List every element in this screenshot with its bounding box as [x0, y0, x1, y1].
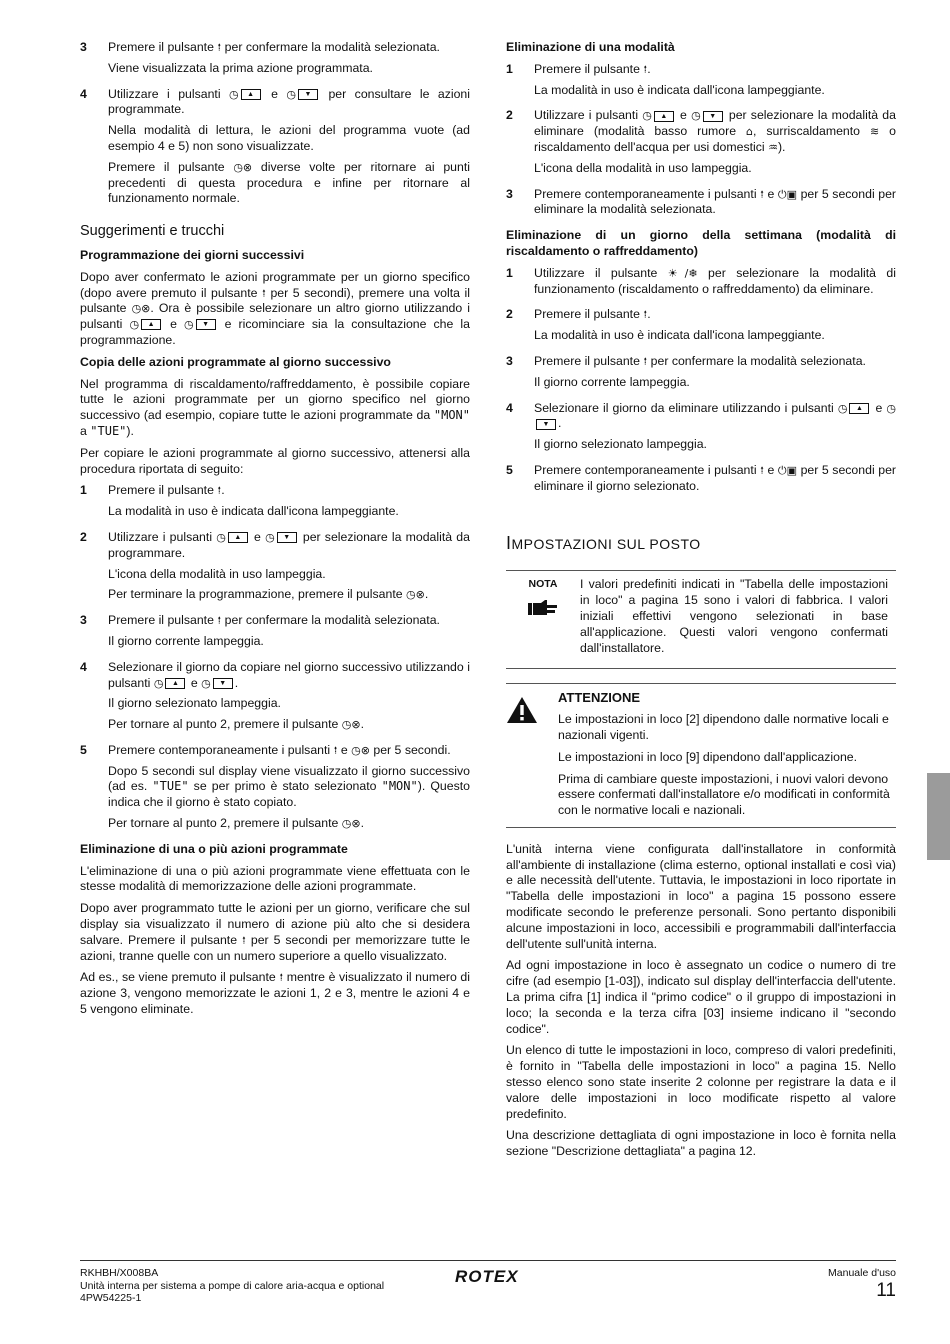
back-button-icon: ◷⊗: [406, 588, 425, 602]
up-arrow-icon: ▲: [654, 111, 674, 122]
clock-icon: ◷: [286, 87, 296, 101]
confirm-button-icon: ⭫: [760, 463, 764, 477]
page-number: 11: [876, 1279, 896, 1301]
confirm-button-icon: ⭫: [279, 971, 284, 985]
clock-icon: ◷: [642, 109, 652, 123]
list-item: 2 Premere il pulsante ⭫. La modalità in uso è indicata dall'icona lampeggiante.: [506, 307, 825, 343]
on-off-icon: ⏻▣: [777, 187, 798, 201]
chapter-tab: [927, 773, 950, 860]
down-arrow-icon: ▼: [703, 111, 723, 122]
note-box: NOTA I valori predefiniti indicati in "Tabella delle impostazioni in loco" a pagina 15 sono i valori di fabbrica. I valori iniziali effettivi vengono selezionati in base all'applicazione. Questi valori vengono confermati dall'installatore.: [506, 570, 896, 669]
subsection-heading: Eliminazione di un giorno della settimana (modalità di riscaldamento o raffreddamento): [506, 228, 896, 258]
down-arrow-icon: ▼: [196, 319, 216, 330]
back-button-icon: ◷⊗: [351, 743, 370, 757]
list-item: 5 Premere contemporaneamente i pulsanti ⭫ e ◷⊗ per 5 secondi. Dopo 5 secondi sul display viene visualizzato il giorno successivo (ad es. "TUE" se per primo è stato selezionato "MON"). Questo indica che il giorno è stato copiato. Per tornare al punto 2, premere il pulsante ◷⊗.: [80, 742, 470, 831]
subsection-heading: Eliminazione di una modalità: [506, 40, 675, 54]
down-arrow-icon: ▼: [298, 89, 318, 100]
down-arrow-icon: ▼: [213, 678, 233, 689]
confirm-button-icon: ⭫: [760, 187, 764, 201]
confirm-button-icon: ⭫: [217, 41, 222, 54]
confirm-button-icon: ⭫: [643, 308, 648, 322]
subsection-heading: Copia delle azioni programmate al giorno successivo: [80, 354, 391, 369]
list-item: 1 Premere il pulsante ⭫. La modalità in uso è indicata dall'icona lampeggiante.: [506, 61, 825, 97]
dhw-icon: ♒: [768, 140, 778, 154]
rotex-logo: ROTEX: [455, 1267, 519, 1286]
left-column: 3 Premere il pulsante ⭫ per confermare la modalità selezionata. Viene visualizzata la prima azione programmata. 4 Utilizzare i pulsanti ◷ ▲ e ◷ ▼ per consultare le azioni programmate. Nella modalità di lettura, le azioni del programma vuote (ad esempio 4 e 5) non sono visualizzate. Premere il pulsante ◷⊗ diverse volte per ritornare ai punti precedenti di questa procedura e infine per ritornare al funzionamento normale. Suggerimenti e trucchi Programmazione dei giorni successivi Dopo aver confermato le azioni programmate per un giorno specifico (dopo avere premuto il pulsante ⭫ per 5 secondi), premere una volta il pulsante ◷⊗. Ora è possibile selezionare un altro giorno utilizzando i pulsanti ◷ ▲ e ◷ ▼ e ricominciare sia la consultazione che la programmazione. Copia delle azioni programmate al giorno successivo Nel programma di riscaldamento/raffreddamento, è possibile copiare tutte le azioni programmate per un giorno specifico nel giorno successivo (ad esempio, copiare tutte le azioni programmate da "MON" a "TUE"). Per copiare le azioni programmate al giorno successivo, attenersi alla procedura riportata di seguito: 1 Premere il pulsante ⭫. La modalità in uso è indicata dall'icona lampeggiante. 2 Utilizzare i pulsanti ◷ ▲ e ◷ ▼ per selezionare la modalità da programmare. L'icona della modalità in uso lampeggia. Per terminare la programmazione, premere il pulsante ◷⊗. 3 Premere il pulsante ⭫ per confermare la modalità selezionata. Il giorno corrente lampeggia. 4 Selezionare il giorno da copiare nel giorno successivo utilizzando i pulsanti ◷ ▲ e ◷ ▼ . Il giorno selezionato lampeggia. Per tornare al punto 2, premere il pulsante ◷⊗. 5 Premere contemporaneamente i pulsanti ⭫ e ◷⊗ per 5 secondi. Dopo 5 secondi sul display viene visualizzato il giorno successivo (ad es. "TUE" se per primo è stato selezionato "MON"). Questo indica che il giorno è stato copiato. Per tornare al punto 2, premere il pulsante ◷⊗. Eliminazione di una o più azioni programmate L'eliminazione di una o più azioni programmate viene effettuata con le stesse modalità di memorizzazione delle azioni programmate. Dopo aver programmato tutte le azioni per un giorno, verificare che sul display sia visualizzato il numero di azione più alto che si desidera salvare. Premere il pulsante ⭫ per 5 secondi per memorizzare tutte le azioni, tranne quelle con un numero superiore a quello visualizzato. Ad es., se viene premuto il pulsante ⭫ mentre è visualizzato il numero di azione 3, vengono memorizzate le azioni 1, 2 e 3, mentre le azioni 4 e 5 vengono eliminate.: [80, 40, 471, 1017]
clock-icon: ◷: [129, 318, 140, 332]
up-arrow-icon: ▲: [141, 319, 161, 330]
list-item: 1 Premere il pulsante ⭫. La modalità in uso è indicata dall'icona lampeggiante.: [80, 483, 399, 519]
list-item: 3 Premere il pulsante ⭫ per confermare la modalità selezionata. Il giorno corrente lampeggia.: [80, 613, 440, 648]
clock-icon: ◷: [216, 530, 226, 544]
warning-triangle-icon: [506, 696, 538, 724]
confirm-button-icon: ⭫: [643, 62, 648, 76]
heat-cool-icon: ☀/❄: [667, 266, 698, 280]
back-button-icon: ◷⊗: [131, 302, 151, 316]
on-off-icon: ⏻▣: [777, 463, 798, 477]
confirm-button-icon: ⭫: [262, 286, 266, 300]
back-button-icon: ◷⊗: [341, 718, 361, 732]
subsection-heading: Programmazione dei giorni successivi: [80, 247, 305, 262]
clock-icon: ◷: [153, 676, 164, 690]
confirm-button-icon: ⭫: [643, 354, 648, 368]
clock-icon: ◷: [265, 530, 275, 544]
pointing-hand-icon: [526, 597, 560, 617]
list-item: 3 Premere contemporaneamente i pulsanti ⭫ e ⏻▣ per 5 secondi per eliminare la modalità selezionata.: [506, 186, 896, 217]
back-button-icon: ◷⊗: [341, 817, 361, 831]
down-arrow-icon: ▼: [277, 532, 297, 543]
page-footer: RKHBH/X008BA Unità interna per sistema a pompe di calore aria-acqua e optional 4PW54225-1 ROTEX Manuale d'uso 11: [80, 1260, 896, 1267]
clock-icon: ◷: [691, 109, 701, 123]
list-item: 3 Premere il pulsante ⭫ per confermare la modalità selezionata. Viene visualizzata la prima azione programmata.: [80, 40, 440, 75]
list-item: 2 Utilizzare i pulsanti ◷ ▲ e ◷ ▼ per selezionare la modalità da eliminare (modalità basso rumore ⌂, surriscaldamento ≋ o riscaldamento dell'acqua per usi domestici ♒). L'icona della modalità in uso lampeggia.: [506, 108, 896, 175]
up-arrow-icon: ▲: [228, 532, 248, 543]
clock-icon: ◷: [886, 401, 896, 415]
list-item: 4 Utilizzare i pulsanti ◷ ▲ e ◷ ▼ per consultare le azioni programmate. Nella modalità di lettura, le azioni del programma vuote (ad esempio 4 e 5) non sono visualizzate. Premere il pulsante ◷⊗ diverse volte per ritornare ai punti precedenti di questa procedura e infine per ritornare al funzionamento normale.: [80, 86, 470, 206]
right-column: Eliminazione di una modalità 1 Premere il pulsante ⭫. La modalità in uso è indicata dall'icona lampeggiante. 2 Utilizzare i pulsanti ◷ ▲ e ◷ ▼ per selezionare la modalità da eliminare (modalità basso rumore ⌂, surriscaldamento ≋ o riscaldamento dell'acqua per usi domestici ♒). L'icona della modalità in uso lampeggia. 3 Premere contemporaneamente i pulsanti ⭫ e ⏻▣ per 5 secondi per eliminare la modalità selezionata. Eliminazione di un giorno della settimana (modalità di riscaldamento o raffreddamento) 1 Utilizzare il pulsante ☀/❄ per selezionare la modalità di funzionamento (riscaldamento o raffreddamento) da eliminare. 2 Premere il pulsante ⭫. La modalità in uso è indicata dall'icona lampeggiante. 3 Premere il pulsante ⭫ per confermare la modalità selezionata. Il giorno corrente lampeggia. 4 Selezionare il giorno da eliminare utilizzando i pulsanti ◷ ▲ e ◷▼ . Il giorno selezionato lampeggia. 5 Premere contemporaneamente i pulsanti ⭫ e ⏻▣ per 5 secondi per eliminare il giorno selezionato. IMPOSTAZIONI SUL POSTO NOTA I valori predefiniti indicati in "Tabella delle impostazioni in loco" a pagina 15 sono i valori di fabbrica. I valori iniziali effettivi vengono selezionati in base all'applicazione. Questi valori vengono confermati dall'installatore. ATTENZIONE Le impostazioni in loco [2] dipendono dalle normative locali e nazionali vigenti. Le impostazioni in loco [9] dipendono dall'applicazione. Prima di cambiare queste impostazioni, i nuovi valori devono essere confermati dall'installatore e/o modificati in conformità con le normative locali e nazionali. L'unità interna viene configurata dall'installatore in conformità all'ambiente di installazione (clima esterno, optional installati e così via) e alle necessità dell'utente. Tuttavia, le impostazioni in loco riportate in "Tabella delle impostazioni in loco" a pagina 15 possono essere modificate secondo le preferenze personali. Sono pertanto disponibili alcune impostazioni in loco, accessibili e programmabili dall'interfaccia dell'utente sull'unità interna. Ad ogni impostazione in loco è assegnato un codice o numero di tre cifre (ad esempio [1-03]), indicato sul display dell'interfaccia dell'utente. La prima cifra [1] indica il "primo codice" o il gruppo di impostazioni in loco; la seconda e la terza cifra [03] insieme indicano il "secondo codice". Un elenco di tutte le impostazioni in loco, compreso di valori predefiniti, è fornito in "Tabella delle impostazioni in loco" a pagina 15. Nello stesso elenco sono state inserite 2 colonne per registrare la data e il valore delle impostazioni in loco modificate rispetto al valore predefinito. Una descrizione dettagliata di ogni impostazione in loco è fornita nella sezione "Descrizione dettagliata" a pagina 12.: [506, 40, 896, 1159]
up-arrow-icon: ▲: [849, 403, 869, 414]
confirm-button-icon: ⭫: [217, 484, 222, 498]
up-arrow-icon: ▲: [241, 89, 261, 100]
back-button-icon: ◷⊗: [233, 160, 253, 174]
confirm-button-icon: ⭫: [242, 933, 246, 947]
list-item: 3 Premere il pulsante ⭫ per confermare la modalità selezionata. Il giorno corrente lampeggia.: [506, 353, 866, 389]
list-item: 1 Utilizzare il pulsante ☀/❄ per selezionare la modalità di funzionamento (riscaldamento o raffreddamento) da eliminare.: [506, 265, 896, 296]
section-heading: Suggerimenti e trucchi: [80, 223, 225, 240]
confirm-button-icon: ⭫: [333, 743, 338, 757]
confirm-button-icon: ⭫: [217, 614, 222, 628]
section-title: IMPOSTAZIONI SUL POSTO: [506, 532, 701, 553]
clock-icon: ◷: [229, 87, 239, 101]
warning-box: ATTENZIONE Le impostazioni in loco [2] dipendono dalle normative locali e nazionali vigenti. Le impostazioni in loco [9] dipendono dall'applicazione. Prima di cambiare queste impostazioni, i nuovi valori devono essere confermati dall'installatore e/o modificati in conformità con le normative locali e nazionali.: [506, 683, 896, 828]
superheat-icon: ≋: [869, 125, 880, 139]
clock-icon: ◷: [184, 318, 194, 332]
list-item: 4 Selezionare il giorno da copiare nel giorno successivo utilizzando i pulsanti ◷ ▲ e ◷ ▼ . Il giorno selezionato lampeggia. Per tornare al punto 2, premere il pulsante ◷⊗.: [80, 659, 470, 732]
up-arrow-icon: ▲: [165, 678, 185, 689]
quiet-mode-icon: ⌂: [746, 125, 754, 139]
list-item: 4 Selezionare il giorno da eliminare utilizzando i pulsanti ◷ ▲ e ◷▼ . Il giorno selezionato lampeggia.: [506, 400, 896, 452]
down-arrow-icon: ▼: [536, 419, 556, 430]
list-item: 5 Premere contemporaneamente i pulsanti ⭫ e ⏻▣ per 5 secondi per eliminare il giorno selezionato.: [506, 462, 896, 493]
clock-icon: ◷: [837, 401, 848, 415]
clock-icon: ◷: [201, 676, 211, 690]
subsection-heading: Eliminazione di una o più azioni programmate: [80, 841, 348, 856]
list-item: 2 Utilizzare i pulsanti ◷ ▲ e ◷ ▼ per selezionare la modalità da programmare. L'icona della modalità in uso lampeggia. Per terminare la programmazione, premere il pulsante ◷⊗.: [80, 529, 470, 602]
